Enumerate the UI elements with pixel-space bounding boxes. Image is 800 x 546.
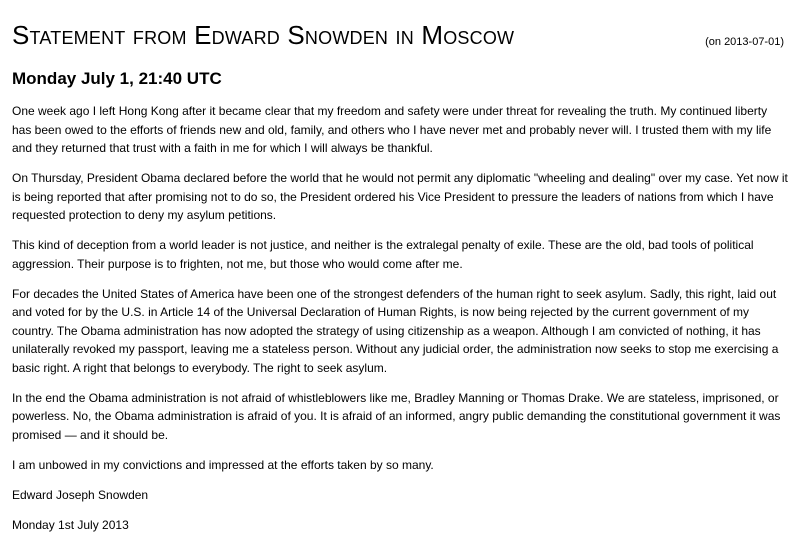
paragraph-afraid-of-you: In the end the Obama administration is not afraid of whistleblowers like me, Bradley Manning or Thomas Drake. We are stateless, imprisoned, or powerless. No, the Obama administration is afraid of you. It is afraid of an informed, angry public demanding the constitutional government it was promised — and it should be. <box>12 390 781 442</box>
statement-body <box>12 102 788 534</box>
signature-name: Edward Joseph Snowden <box>12 487 149 502</box>
paragraph-unbowed: I am unbowed in my convictions and impressed at the efforts taken by so many. <box>12 457 434 472</box>
signature-date: Monday 1st July 2013 <box>12 517 129 532</box>
page-title: Statement from Edward Snowden in Moscow <box>12 20 515 50</box>
paragraph-obama-pressure: On Thursday, President Obama declared before the world that he would not permit any diplomatic "wheeling and dealing" over my case. Yet now it is being reported that after promising not to do so, the President ordered his Vice President to pressure the leaders of nations from which I have requested protection to deny my asylum petitions. <box>12 171 788 222</box>
statement-timestamp-heading: Monday July 1, 21:40 UTC <box>12 69 222 88</box>
statement-page <box>12 0 788 546</box>
paragraph-right-to-asylum: For decades the United States of America have been one of the strongest defenders of the human right to seek asylum. Sadly, this right, laid out and voted for by the U.S. in Article 14 of the Universal Declaration of Human Rights, is now being rejected by the current government of my country. The Obama administration has now adopted the strategy of using citizenship as a weapon. Although I am convicted of nothing, it has unilaterally revoked my passport, leaving me a stateless person. Without any judicial order, the administration now seeks to stop me exercising a basic right. A right that belongs to everybody. The right to seek asylum. <box>12 286 779 375</box>
publication-date: (on 2013-07-01) <box>705 36 784 48</box>
paragraph-deception: This kind of deception from a world leader is not justice, and neither is the extralegal penalty of exile. These are the old, bad tools of political aggression. Their purpose is to frighten, not me, but those who would come after me. <box>12 238 754 271</box>
paragraph-leaving-hong-kong: One week ago I left Hong Kong after it became clear that my freedom and safety were under threat for revealing the truth. My continued liberty has been owed to the efforts of friends new and old, family, and others who I have never met and probably never will. I trusted them with my life and they returned that trust with a faith in me for which I will always be thankful. <box>12 104 772 155</box>
page-header <box>12 0 788 58</box>
